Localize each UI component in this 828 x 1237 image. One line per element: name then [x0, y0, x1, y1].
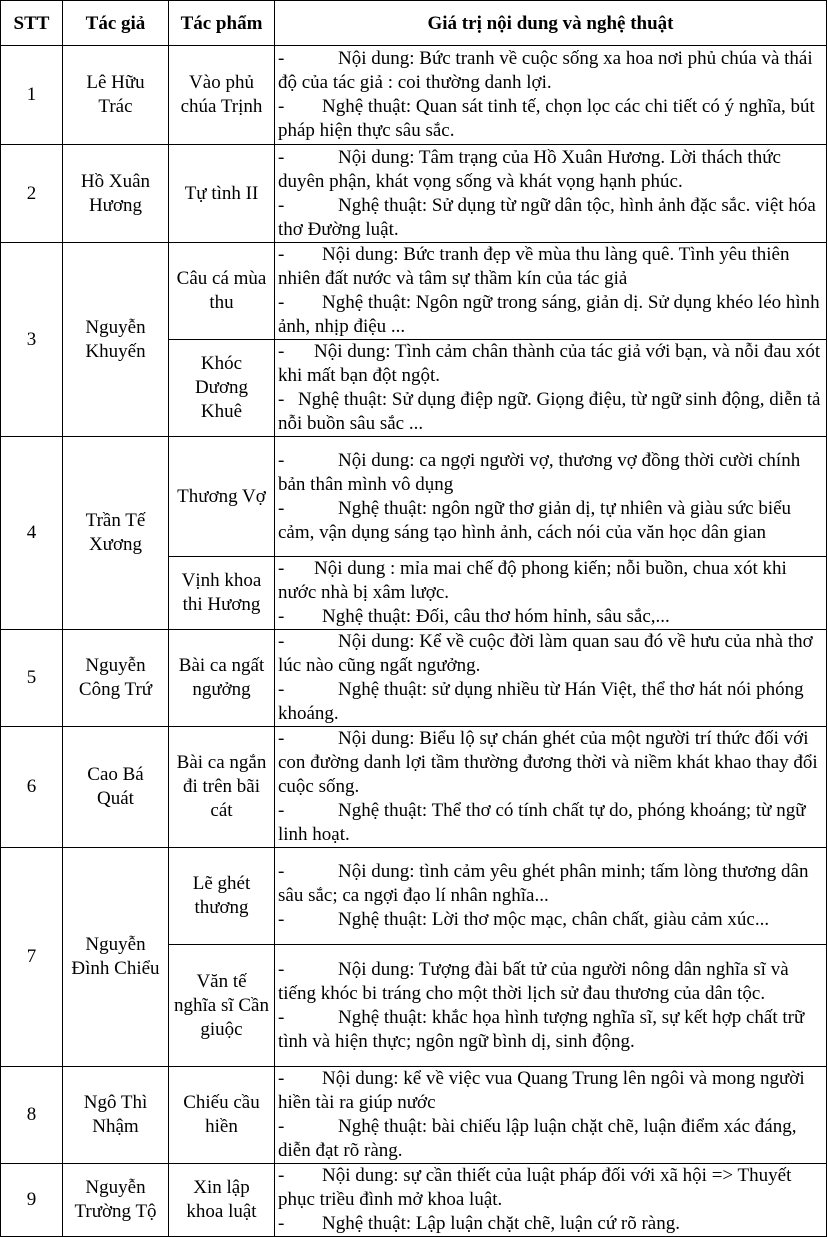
bullet-dash: -: [278, 341, 285, 362]
work-cell: Vịnh khoa thi Hương: [169, 557, 275, 630]
art-text: Nghệ thuật: Thể thơ có tính chất tự do, phóng khoáng; từ ngữ linh hoạt.: [278, 800, 806, 845]
value-cell: [275, 46, 827, 145]
art-text: Nghệ thuật: sử dụng nhiều từ Hán Việt, thể thơ hát nói phóng khoáng.: [278, 679, 804, 724]
bullet-dash: -: [278, 96, 285, 117]
bullet-dash: -: [278, 48, 285, 69]
value-cell: [275, 557, 827, 630]
content-text: Nội dung: Kể về cuộc đời làm quan sau đó về hưu của nhà thơ lúc nào cũng ngất ngưởng.: [278, 631, 813, 676]
author-cell: Hồ Xuân Hương: [63, 145, 169, 243]
art-text: Nghệ thuật: Lời thơ mộc mạc, chân chất, giàu cảm xúc...: [338, 909, 770, 930]
bullet-dash: -: [278, 497, 285, 519]
table-row: [1, 437, 827, 557]
art-line: [278, 291, 823, 339]
bullet-dash: -: [278, 861, 285, 882]
art-text: Nghệ thuật: Sử dụng điệp ngữ. Giọng điệu, từ ngữ sinh động, diễn tả nỗi buồn sâu sắc ...: [278, 389, 821, 434]
bullet-dash: -: [278, 449, 285, 471]
art-line: [278, 799, 823, 847]
bullet-dash: -: [278, 558, 285, 579]
content-text: Nội dung: Biểu lộ sự chán ghét của một người trí thức đối với con đường danh lợi tầm thường đương thời và niềm khát khao thay đổi cuộc sống.: [278, 728, 818, 797]
author-cell: Trần Tế Xương: [63, 437, 169, 630]
author-cell: Nguyễn Công Trứ: [63, 630, 169, 727]
content-line: [278, 1067, 823, 1115]
stt-cell: 9: [1, 1164, 63, 1237]
stt-cell: 7: [1, 848, 63, 1067]
stt-cell: 2: [1, 145, 63, 243]
work-cell: Chiếu cầu hiền: [169, 1067, 275, 1164]
art-line: [278, 1115, 823, 1163]
author-cell: Cao Bá Quát: [63, 727, 169, 848]
content-text: Nội dung: sự cần thiết của luật pháp đối với xã hội => Thuyết phục triều đình mở khoa luật.: [278, 1165, 792, 1210]
content-text: Nội dung: Tình cảm chân thành của tác giả với bạn, và nỗi đau xót khi mất bạn đột ngột.: [278, 341, 821, 386]
author-cell: Lê Hữu Trác: [63, 46, 169, 145]
table-row: [1, 145, 827, 243]
work-cell: Bài ca ngất ngưởng: [169, 630, 275, 727]
art-line: [278, 605, 823, 629]
value-cell: [275, 340, 827, 437]
art-text: Nghệ thuật: ngôn ngữ thơ giản dị, tự nhiên và giàu sức biểu cảm, vận dụng sáng tạo hình ảnh, cách nói của văn học dân gian: [278, 497, 792, 543]
bullet-dash: -: [278, 631, 285, 652]
header-stt: STT: [1, 1, 63, 46]
value-cell: [275, 727, 827, 848]
author-cell: Nguyễn Trường Tộ: [63, 1164, 169, 1237]
content-line: [278, 340, 823, 388]
work-cell: Tự tình II: [169, 145, 275, 243]
value-cell: [275, 945, 827, 1067]
bullet-dash: -: [278, 606, 285, 627]
table-row: [1, 1164, 827, 1237]
content-line: [278, 146, 823, 194]
bullet-dash: -: [278, 146, 285, 168]
header-value: Giá trị nội dung và nghệ thuật: [275, 1, 827, 46]
content-line: [278, 630, 823, 678]
work-cell: Khóc Dương Khuê: [169, 340, 275, 437]
stt-cell: 1: [1, 46, 63, 145]
content-text: Nội dung: Bức tranh đẹp về mùa thu làng quê. Tình yêu thiên nhiên đất nước và tâm sự thầm kín của tác giả: [278, 244, 790, 289]
value-cell: [275, 145, 827, 243]
header-author: Tác giả: [63, 1, 169, 46]
author-cell: Nguyễn Khuyến: [63, 243, 169, 437]
content-line: [278, 243, 823, 291]
value-cell: [275, 437, 827, 557]
content-line: [278, 958, 823, 1006]
bullet-dash: -: [278, 728, 285, 749]
stt-cell: 8: [1, 1067, 63, 1164]
art-line: [278, 1212, 823, 1236]
author-cell: Nguyễn Đình Chiểu: [63, 848, 169, 1067]
content-line: [278, 449, 823, 497]
art-text: Nghệ thuật: Đối, câu thơ hóm hỉnh, sâu sắc,...: [322, 606, 670, 627]
art-line: [278, 908, 823, 932]
author-cell: Ngô Thì Nhậm: [63, 1067, 169, 1164]
value-cell: [275, 1067, 827, 1164]
work-cell: Xin lập khoa luật: [169, 1164, 275, 1237]
work-cell: Văn tế nghĩa sĩ Cần giuộc: [169, 945, 275, 1067]
content-text: Nội dung: ca ngợi người vợ, thương vợ đồng thời cười chính bản thân mình vô dụng: [278, 449, 801, 495]
content-line: [278, 557, 823, 605]
content-line: [278, 860, 823, 908]
bullet-dash: -: [278, 1006, 285, 1028]
bullet-dash: -: [278, 194, 285, 216]
work-cell: Lẽ ghét thương: [169, 848, 275, 945]
table-row: [1, 1067, 827, 1164]
stt-cell: 5: [1, 630, 63, 727]
content-line: [278, 47, 823, 95]
bullet-dash: -: [278, 1068, 285, 1089]
table-row: [1, 46, 827, 145]
value-cell: [275, 630, 827, 727]
art-text: Nghệ thuật: khắc họa hình tượng nghĩa sĩ, sự kết hợp chất trữ tình và hiện thực; ngôn ngữ bình dị, sinh động.: [278, 1006, 805, 1052]
work-cell: Bài ca ngắn đi trên bãi cát: [169, 727, 275, 848]
art-text: Nghệ thuật: Ngôn ngữ trong sáng, giản dị. Sử dụng khéo léo hình ảnh, nhịp điệu ...: [278, 292, 820, 337]
bullet-dash: -: [278, 1213, 285, 1234]
content-line: [278, 727, 823, 799]
bullet-dash: -: [278, 800, 285, 821]
table-row: [1, 727, 827, 848]
bullet-dash: -: [278, 1116, 285, 1137]
bullet-dash: -: [278, 909, 285, 930]
bullet-dash: -: [278, 292, 285, 313]
content-text: Nội dung: Tâm trạng của Hồ Xuân Hương. Lời thách thức duyên phận, khát vọng sống và khát vọng hạnh phúc.: [278, 146, 781, 192]
work-cell: Thương Vợ: [169, 437, 275, 557]
stt-cell: 6: [1, 727, 63, 848]
art-text: Nghệ thuật: Lập luận chặt chẽ, luận cứ rõ ràng.: [322, 1213, 680, 1234]
stt-cell: 4: [1, 437, 63, 630]
value-cell: [275, 848, 827, 945]
art-text: Nghệ thuật: Quan sát tinh tế, chọn lọc các chi tiết có ý nghĩa, bút pháp hiện thực sâu sắc.: [278, 96, 815, 141]
content-text: Nội dung : mỉa mai chế độ phong kiến; nỗi buồn, chua xót khi nước nhà bị xâm lược.: [278, 558, 787, 603]
art-text: Nghệ thuật: Sử dụng từ ngữ dân tộc, hình ảnh đặc sắc. việt hóa thơ Đường luật.: [278, 194, 816, 240]
art-line: [278, 194, 823, 242]
table-row: [1, 848, 827, 945]
art-line: [278, 497, 823, 545]
content-text: Nội dung: kể về việc vua Quang Trung lên ngôi và mong người hiền tài ra giúp nước: [278, 1068, 805, 1113]
art-line: [278, 1006, 823, 1054]
work-cell: Câu cá mùa thu: [169, 243, 275, 340]
bullet-dash: -: [278, 679, 285, 700]
bullet-dash: -: [278, 389, 285, 410]
value-cell: [275, 1164, 827, 1237]
art-line: [278, 678, 823, 726]
art-text: Nghệ thuật: bài chiếu lập luận chặt chẽ, luận điểm xác đáng, diễn đạt rõ ràng.: [278, 1116, 797, 1161]
table-row: [1, 243, 827, 340]
bullet-dash: -: [278, 244, 285, 265]
art-line: [278, 95, 823, 143]
bullet-dash: -: [278, 958, 285, 980]
value-cell: [275, 243, 827, 340]
work-cell: Vào phủ chúa Trịnh: [169, 46, 275, 145]
content-text: Nội dung: Bức tranh về cuộc sống xa hoa nơi phủ chúa và thái độ của tác giả : coi thường danh lợi.: [278, 48, 813, 93]
table-row: [1, 630, 827, 727]
content-text: Nội dung: Tượng đài bất tử của người nông dân nghĩa sĩ và tiếng khóc bi tráng cho một thời lịch sử đau thương của dân tộc.: [278, 958, 789, 1004]
art-line: [278, 388, 823, 436]
stt-cell: 3: [1, 243, 63, 437]
content-text: Nội dung: tình cảm yêu ghét phân minh; tấm lòng thương dân sâu sắc; ca ngợi đạo lí nhân nghĩa...: [278, 861, 809, 906]
bullet-dash: -: [278, 1165, 285, 1186]
content-line: [278, 1164, 823, 1212]
header-row: [1, 1, 827, 46]
header-work: Tác phẩm: [169, 1, 275, 46]
